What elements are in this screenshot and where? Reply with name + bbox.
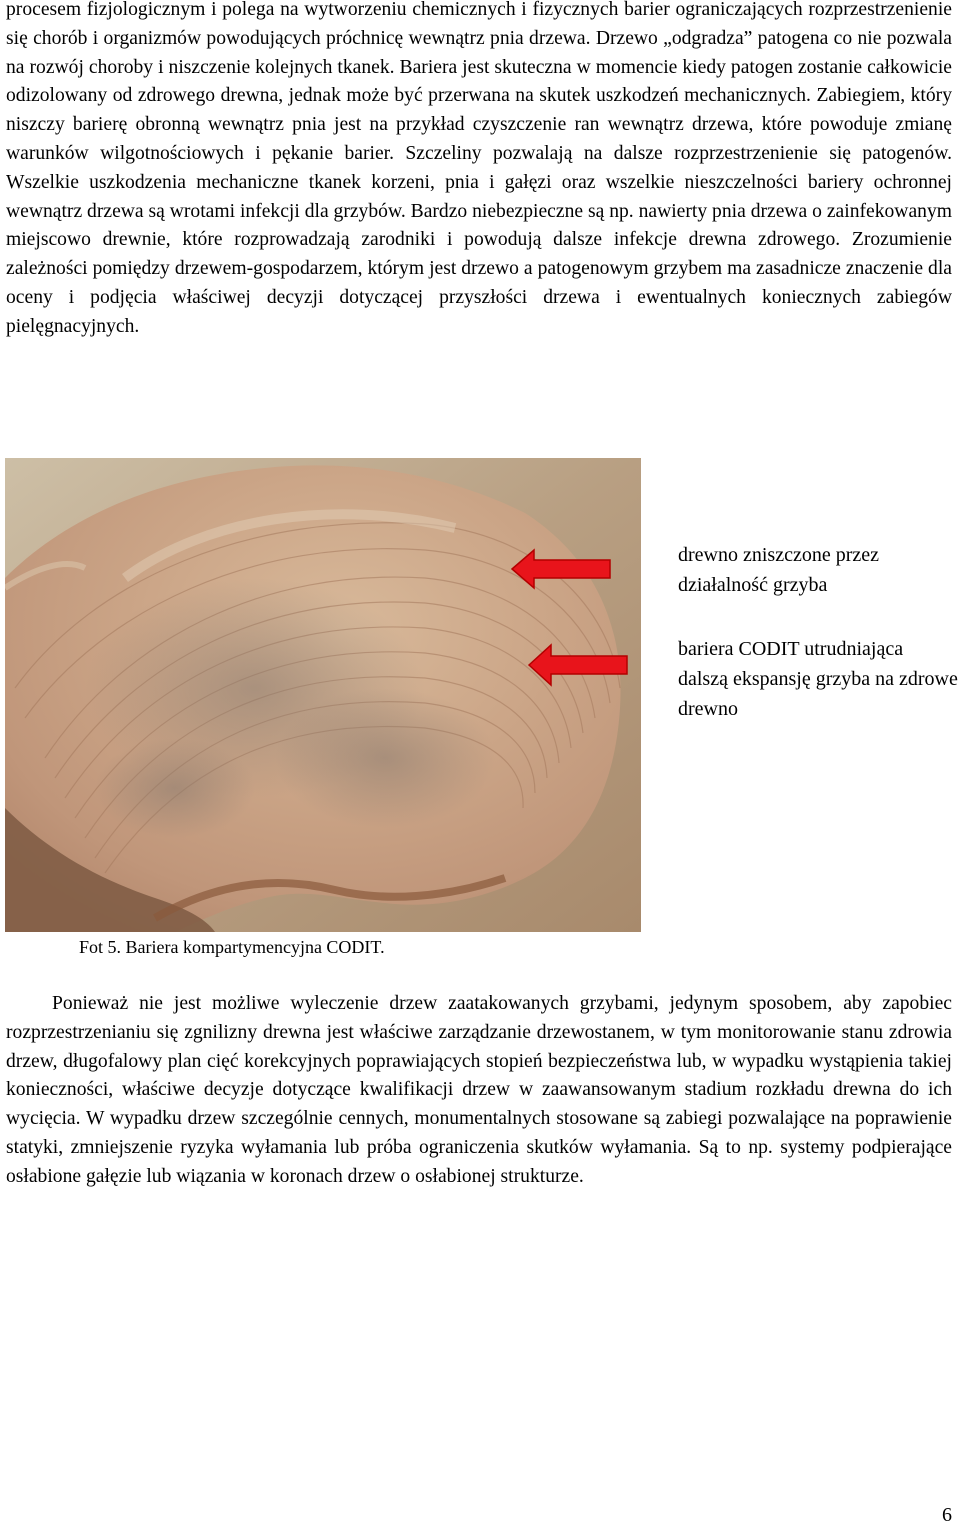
page-number: 6 xyxy=(942,1504,952,1526)
annotation-codit-barrier: bariera CODIT utrudniająca dalszą ekspansję grzyba na zdrowe drewno xyxy=(678,638,958,720)
body-paragraph: Ponieważ nie jest możliwe wyleczenie drzew zaatakowanych grzybami, jedynym sposobem, aby zapobiec rozprzestrzenianiu się zgnilizny drewna jest właściwe zarządzanie drzewostanem, w tym monitorowanie stanu zdrowia drzew, długofalowy plan cięć korekcyjnych poprawiających stopień bezpieczeństwa lub, w wypadku wystąpienia takiej konieczności, właściwe decyzje dotyczące kwalifikacji drzew w zaawansowanym stadium rozkładu drewna do ich wycięcia. W wypadku drzew szczególnie cennych, monumentalnych stosowane są zabiegi pozwalające na poprawienie statyki, zmniejszenie ryzyka wyłamania lub próba ograniczenia skutków wyłamania. Są to np. systemy podpierające osłabione gałęzie lub wiązania w koronach drzew o osłabionej strukturze. xyxy=(6,993,952,1187)
arrow-left-icon xyxy=(510,548,612,590)
annotation-damaged-wood: drewno zniszczone przez działalność grzyba xyxy=(678,544,879,596)
body-paragraph: procesem fizjologicznym i polega na wytworzeniu chemicznych i fizycznych barier ograniczających rozprzestrzenienie się chorób i organizmów powodujących próchnicę wewnątrz pnia drzewa. Drzewo „odgradza” patogena co nie pozwala na rozwój choroby i niszczenie kolejnych tkanek. Bariera jest skuteczna w momencie kiedy patogen zostanie całkowicie odizolowany od zdrowego drewna, jednak może być przerwana na skutek uszkodzeń mechanicznych. Zabiegiem, który niszczy barierę obronną wewnątrz pnia jest na przykład czyszczenie ran wewnątrz drzewa, które powoduje zmianę warunków wilgotnościowych i pękanie barier. Szczeliny pozwalają na dalsze rozprzestrzenienie się patogenów. Wszelkie uszkodzenia mechaniczne tkanek korzeni, pnia i gałęzi oraz wszelkie nieszczelności bariery ochronnej wewnątrz drzewa są wrotami infekcji dla grzybów. Bardzo niebezpieczne są np. nawierty pnia drzewa o zainfekowanym miejscowo drewnie, które rozprowadzają zarodniki i powodują dalsze infekcje drewna zdrowego. Zrozumienie zależności pomiędzy drzewem-gospodarzem, którym jest drzewo a patogenowym grzybem ma zasadnicze znaczenie dla oceny i podjęcia właściwej decyzji dotyczącej przyszłości drzewa i ewentualnych koniecznych zabiegów pielęgnacyjnych. xyxy=(6,0,952,337)
arrow-left-icon xyxy=(527,643,629,687)
figure-caption: Fot 5. Bariera kompartymencyjna CODIT. xyxy=(79,937,385,957)
wood-cross-section-photo xyxy=(5,458,641,932)
